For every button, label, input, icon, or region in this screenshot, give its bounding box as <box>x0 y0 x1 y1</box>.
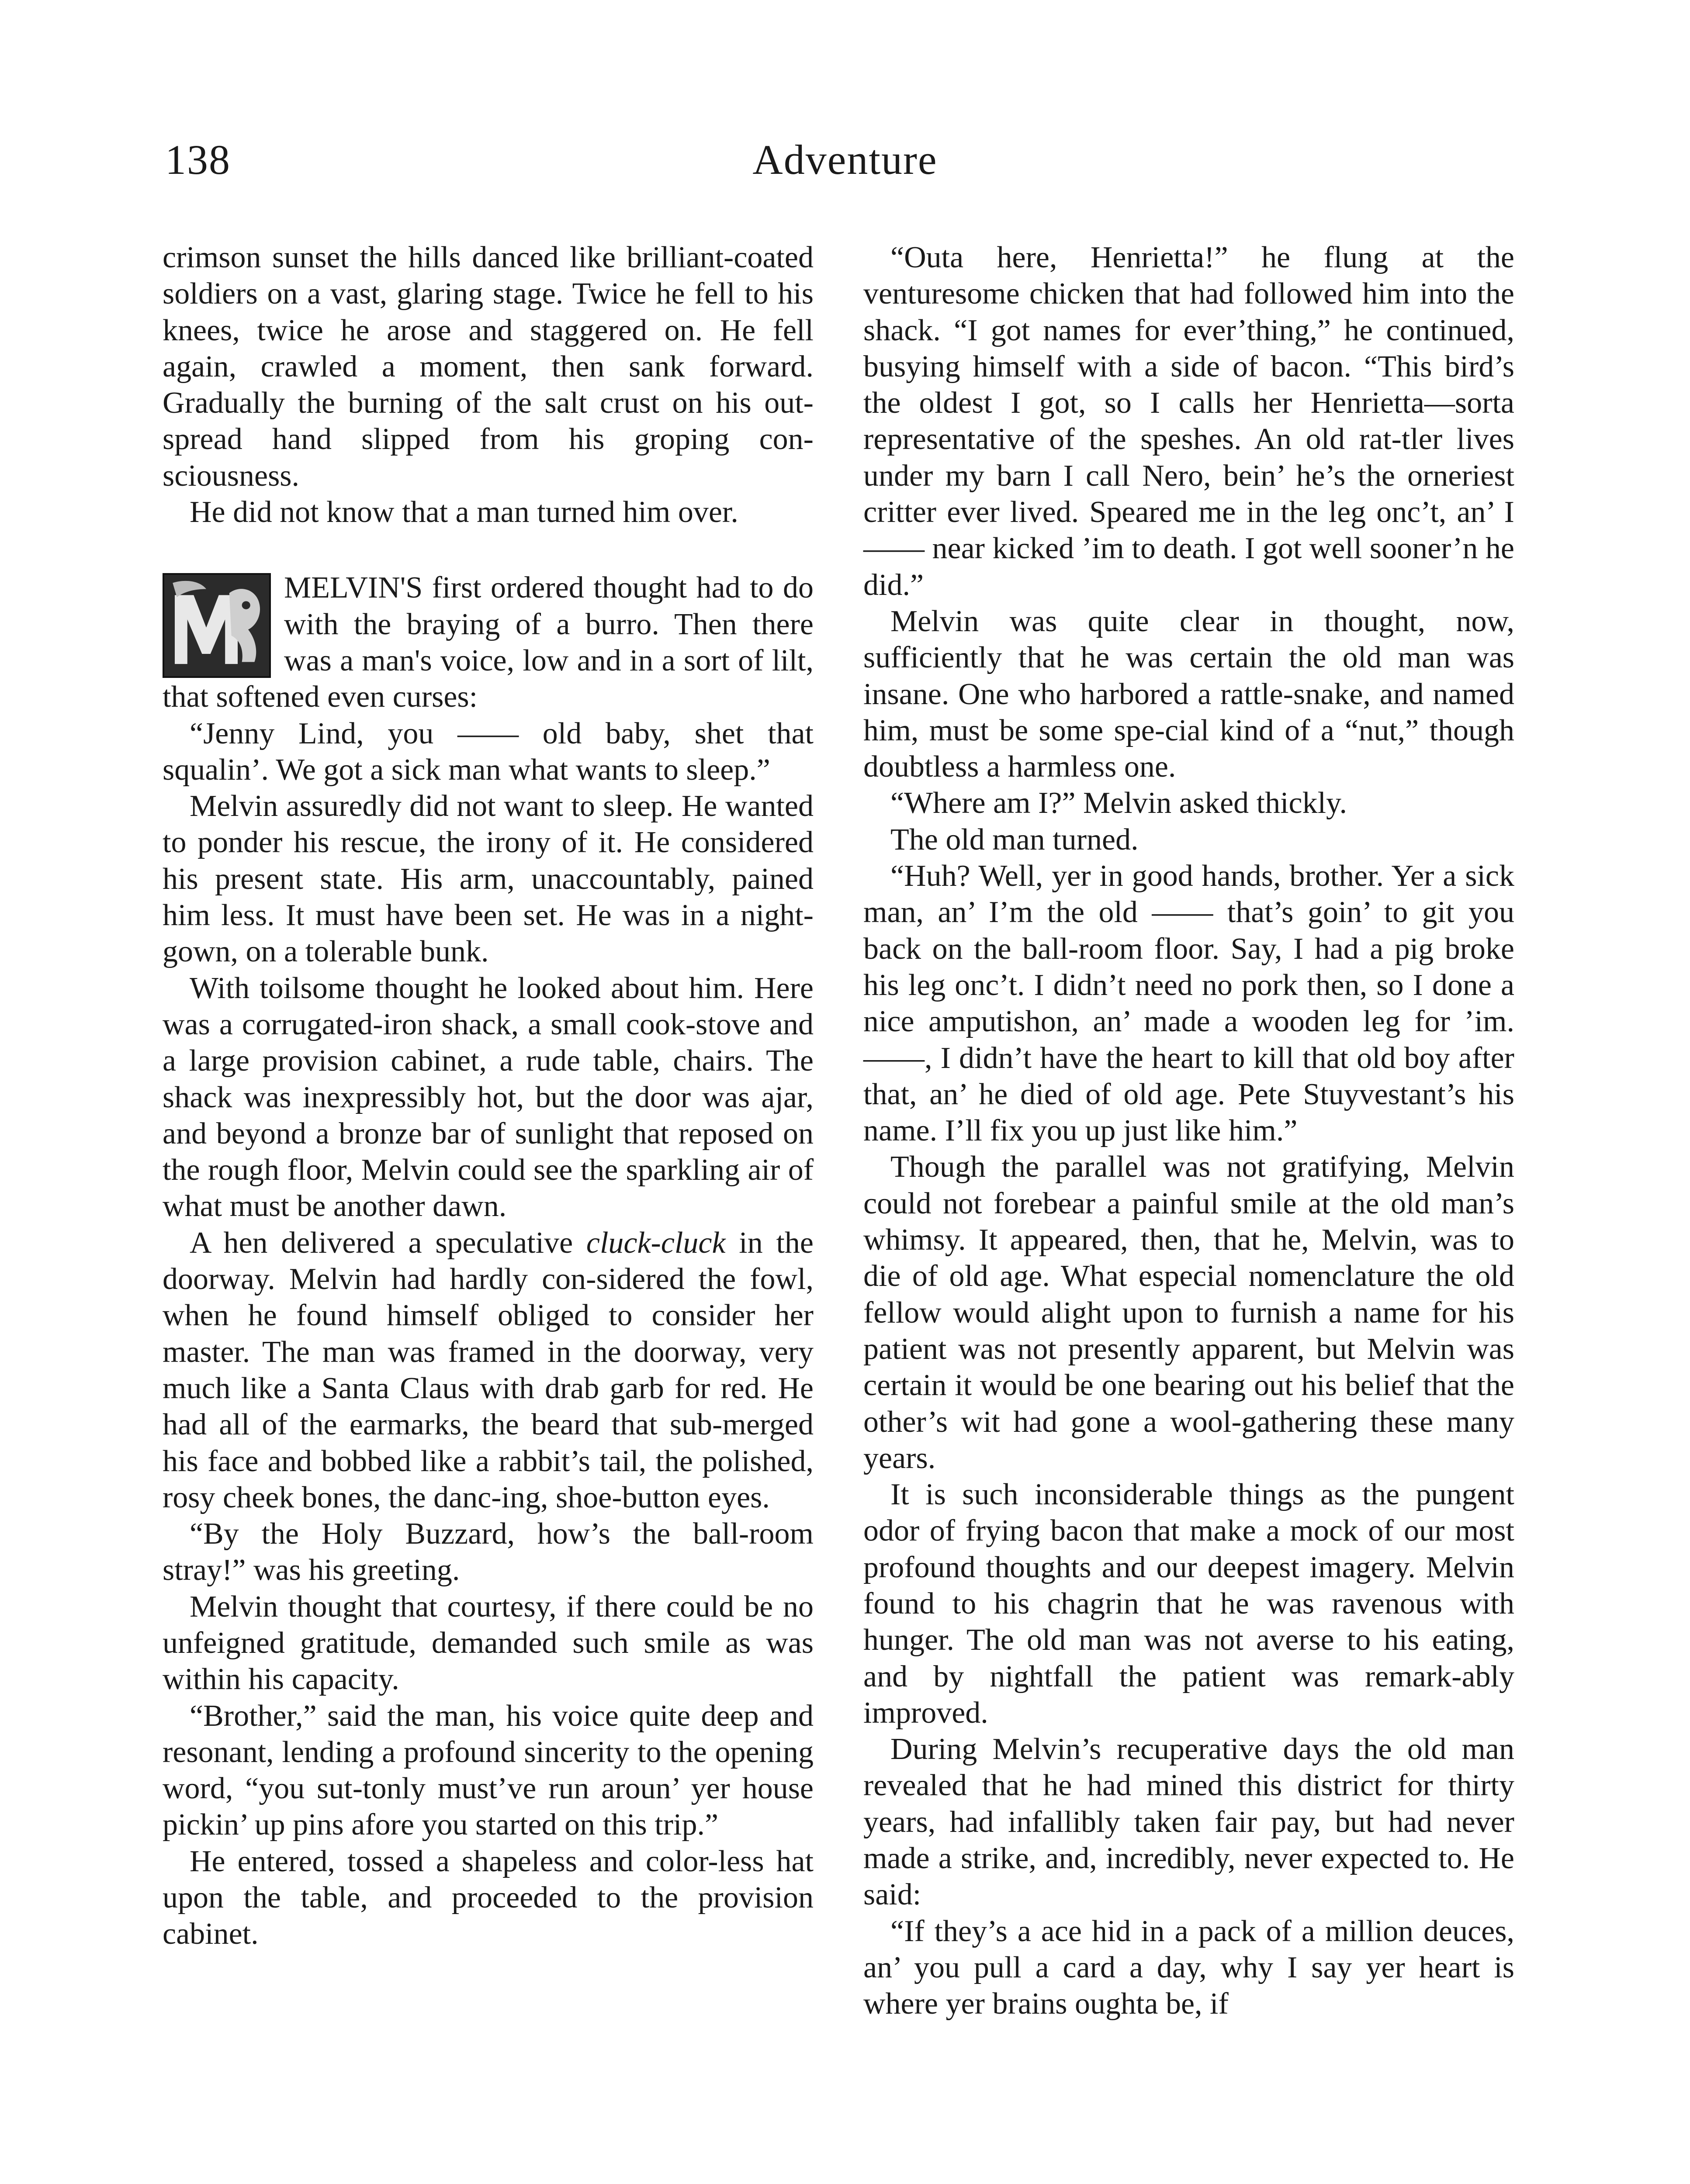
paragraph: He did not know that a man turned him over. <box>190 495 738 529</box>
drop-cap-paragraph-text: MELVIN'S first ordered thought had to do with the braying of a burro. Then there was a man's voice, low and in a sort of lilt, that softened even curses: <box>163 571 814 714</box>
paragraph: It is such inconsiderable things as the pungent odor of frying bacon that make a mock of our most profound thoughts and our deepest imagery. Melvin found to his chagrin that he was ravenous with hunger. The old man was not averse to his eating, and by nightfall the patient was remark-ably improved. <box>863 1478 1514 1730</box>
hen-text-italic: cluck-cluck <box>586 1226 726 1260</box>
paragraph: With toilsome thought he looked about him. Here was a corrugated-iron shack, a small cook-stove and a large provision cabinet, a rude table, chairs. The shack was inexpressibly hot, but the door was ajar, and beyond a bronze bar of sunlight that reposed on the rough floor, Melvin could see the sparkling air of what must be another dawn. <box>163 971 814 1223</box>
paragraph: During Melvin’s recuperative days the old man revealed that he had mined this district for thirty years, had infallibly taken fair pay, but had never made a strike, and, incredibly, never expected to. He said: <box>863 1732 1514 1912</box>
paragraph: “Where am I?” Melvin asked thickly. <box>890 786 1347 820</box>
paragraph: Melvin thought that courtesy, if there could be no unfeigned gratitude, demanded such smile as was within his capacity. <box>163 1590 814 1697</box>
paragraph: “Huh? Well, yer in good hands, brother. Yer a sick man, an’ I’m the old —— that’s goin’ to git you back on the ball-room floor. Say, I had a pig broke his leg onc’t. I didn’t need no pork then, so I done a nice amputishon, an’ made a wooden leg for ’im. ——, I didn’t have the heart to kill that old boy after that, an’ he died of old age. Pete Stuyvestant’s his name. I’ll fix you up just like him.” <box>863 859 1514 1148</box>
paragraph: He entered, tossed a shapeless and color-less hat upon the table, and proceeded to the provision cabinet. <box>163 1844 814 1951</box>
paragraph-hen <box>163 1225 814 1516</box>
paragraph: crimson sunset the hills danced like brilliant-coated soldiers on a vast, glaring stage. Twice he fell to his knees, twice he arose and staggered on. He fell again, crawled a moment, then sank forward. Gradually the burning of the salt crust on his out-spread hand slipped from his groping con-sciousness. <box>163 241 814 493</box>
paragraph: “By the Holy Buzzard, how’s the ball-room stray!” was his greeting. <box>163 1517 814 1587</box>
paragraph: “Brother,” said the man, his voice quite deep and resonant, lending a profound sincerity to the opening word, “you sut-tonly must’ve run aroun’ yer house pickin’ up pins afore you started on this trip.” <box>163 1699 814 1842</box>
hen-text-after: in the doorway. Melvin had hardly con-sidered the fowl, when he found himself obliged to consider her master. The man was framed in the doorway, very much like a Santa Claus with drab garb for red. He had all of the earmarks, the beard that sub-merged his face and bobbed like a rabbit’s tail, the polished, rosy cheek bones, the danc-ing, shoe-button eyes. <box>163 1226 814 1514</box>
page-number: 138 <box>165 136 231 183</box>
running-title: Adventure <box>752 136 938 183</box>
paragraph: Melvin was quite clear in thought, now, sufficiently that he was certain the old man was insane. One who harbored a rattle-snake, and named him, must be some spe-cial kind of a “nut,” though doubtless a harmless one. <box>863 604 1514 784</box>
hen-text-before: A hen delivered a speculative <box>190 1226 586 1260</box>
paragraph: “Outa here, Henrietta!” he flung at the venturesome chicken that had followed him into the shack. “I got names for ever’thing,” he continued, busying himself with a side of bacon. “This bird’s the oldest I got, so I calls her Henrietta—sorta representative of the speshes. An old rat-tler lives under my barn I call Nero, bein’ he’s the orneriest critter ever lived. Speared me in the leg onc’t, an’ I —— near kicked ’im to death. I got well sooner’n he did.” <box>863 241 1514 602</box>
section-break <box>163 530 814 570</box>
paragraph: “Jenny Lind, you —— old baby, shet that squalin’. We got a sick man what wants to sleep.” <box>163 716 814 787</box>
paragraph: Melvin assuredly did not want to sleep. He wanted to ponder his rescue, the irony of it. He considered his present state. His arm, unaccountably, pained him less. It must have been set. He was in a night-gown, on a tolerable bunk. <box>163 789 814 969</box>
illustrated-initial-m-icon <box>163 573 271 678</box>
paragraph: The old man turned. <box>890 822 1139 857</box>
paragraph: Though the parallel was not gratifying, Melvin could not forebear a painful smile at the old man’s whimsy. It appeared, then, that he, Melvin, was to die of old age. What especial nomenclature the old fellow would alight upon to furnish a name for his patient was not presently apparent, but Melvin was certain it would be one bearing out his belief that the other’s wit had gone a wool-gathering these many years. <box>863 1150 1514 1475</box>
paragraph: “If they’s a ace hid in a pack of a million deuces, an’ you pull a card a day, why I say yer heart is where yer brains oughta be, if <box>863 1914 1514 2021</box>
drop-cap-paragraph <box>163 570 814 715</box>
right-column <box>863 239 1514 2022</box>
left-column <box>163 239 814 1952</box>
